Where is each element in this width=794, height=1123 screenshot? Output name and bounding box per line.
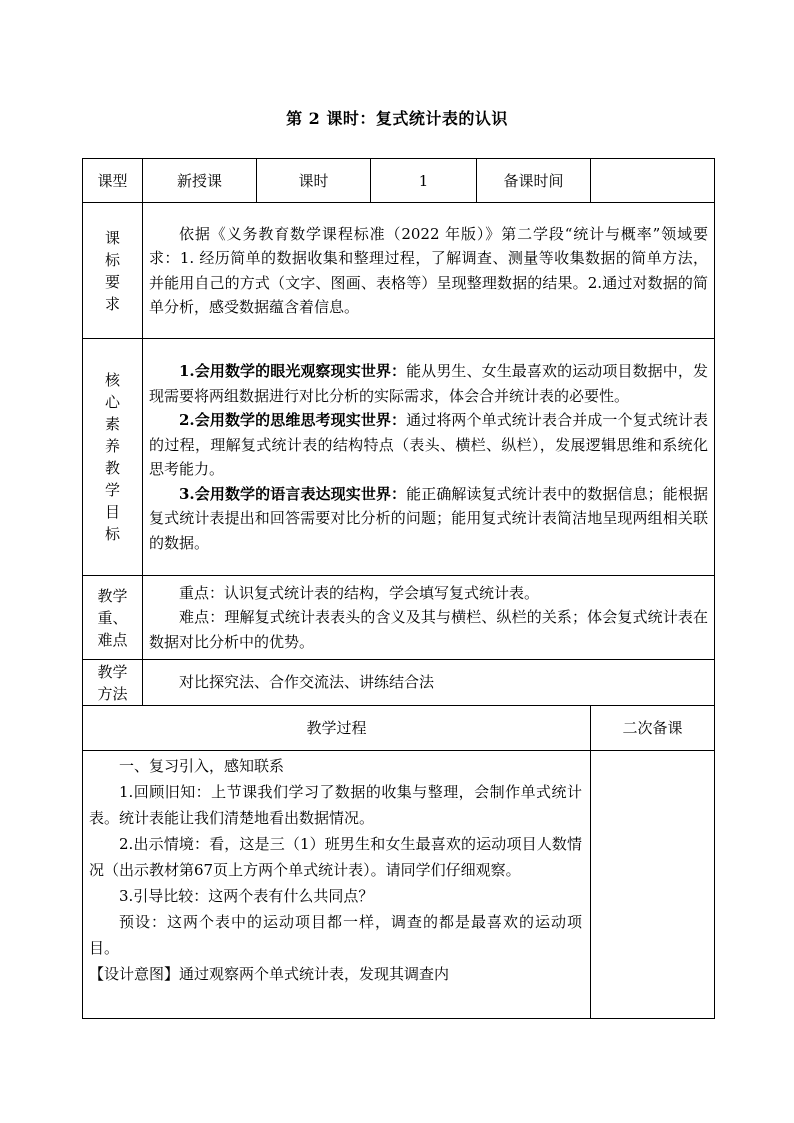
key-points-row	[83, 576, 715, 660]
standard-content	[143, 203, 715, 339]
focus-text: 重点：认识复式统计表的结构，学会填写复式统计表。	[179, 583, 540, 602]
hours-label: 课时	[257, 159, 371, 203]
method-content	[143, 660, 715, 706]
header-row	[83, 159, 715, 203]
process-row	[83, 751, 715, 1019]
core-label: 核 心 素 养 教 学 目 标	[83, 339, 143, 576]
core-item-2: 2.会用数学的思维思考现实世界：通过将两个单式统计表合并成一个复式统计表的过程，理解复式统计表的结构特点（表头、横栏、纵栏），发展逻辑思维和系统化思考能力。	[149, 411, 708, 478]
process-content	[83, 751, 591, 1019]
type-value: 新授课	[143, 159, 257, 203]
prep-time-label: 备课时间	[477, 159, 591, 203]
standard-text: 依据《义务教育数学课程标准（2022 年版）》第二学段“统计与概率”领域要求：1. 经历简单的数据收集和整理过程，了解调查、测量等收集数据的简单方法，并能用自己的方式（文字、图画、表格等）呈现整理数据的结果。2.通过对数据的简单分析，感受数据蕴含着信息。	[149, 224, 708, 316]
process-header-left: 教学过程	[83, 706, 591, 751]
key-points-content	[143, 576, 715, 660]
process-header-right: 二次备课	[591, 706, 715, 751]
type-label: 课型	[83, 159, 143, 203]
process-para-1: 一、复习引入，感知联系	[119, 757, 285, 775]
process-para-6: 【设计意图】通过观察两个单式统计表，发现其调查内	[89, 965, 450, 983]
method-text: 对比探究法、合作交流法、讲练结合法	[179, 673, 435, 692]
core-item-1: 1.会用数学的眼光观察现实世界：能从男生、女生最喜欢的运动项目数据中，发现需要将两组数据进行对比分析的实际需求，体会合并统计表的必要性。	[149, 362, 708, 405]
second-prep-cell	[591, 751, 715, 1019]
page-title: 第 2 课时：复式统计表的认识	[286, 109, 508, 128]
process-header-row	[83, 706, 715, 751]
prep-time-value	[591, 159, 715, 203]
hours-value: 1	[371, 159, 477, 203]
core-item-3: 3.会用数学的语言表达现实世界：能正确解读复式统计表中的数据信息；能根据复式统计表提出和回答需要对比分析的问题；能用复式统计表简洁地呈现两组相关联的数据。	[149, 484, 708, 552]
core-row	[83, 339, 715, 576]
standard-label: 课 标 要 求	[83, 203, 143, 339]
process-para-5: 预设：这两个表中的运动项目都一样，调查的都是最喜欢的运动项目。	[89, 913, 582, 957]
method-row	[83, 660, 715, 706]
key-points-label: 教学 重、 难点	[83, 576, 143, 660]
difficulty-text: 难点：理解复式统计表表头的含义及其与横栏、纵栏的关系；体会复式统计表在数据对比分析中的优势。	[149, 608, 708, 651]
process-para-3: 2.出示情境：看，这是三（1）班男生和女生最喜欢的运动项目人数情况（出示教材第67页上方两个单式统计表）。请同学们仔细观察。	[89, 835, 582, 879]
core-content	[143, 339, 715, 576]
standard-row	[83, 203, 715, 339]
process-para-2: 1.回顾旧知：上节课我们学习了数据的收集与整理，会制作单式统计表。统计表能让我们清楚地看出数据情况。	[89, 783, 582, 827]
process-para-4: 3.引导比较：这两个表有什么共同点？	[119, 887, 374, 905]
lesson-plan-table	[82, 158, 715, 1019]
method-label: 教学 方法	[83, 660, 143, 706]
